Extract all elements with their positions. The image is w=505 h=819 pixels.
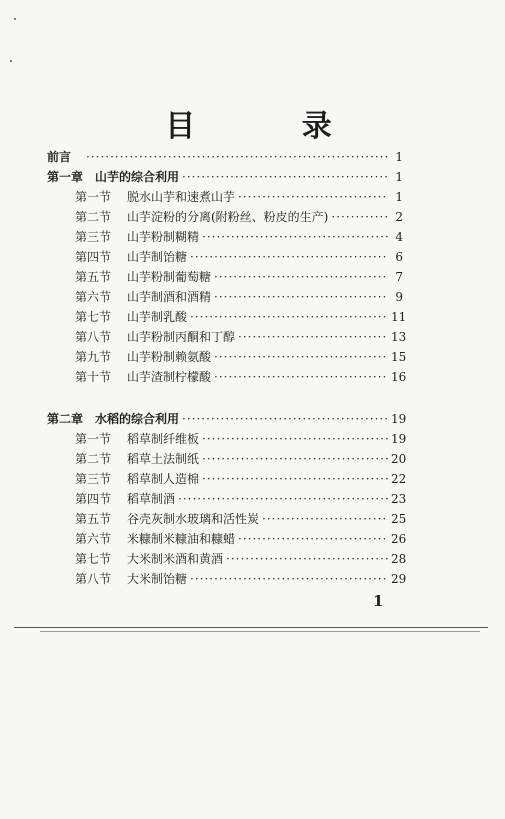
toc-title: 山芋制饴糖 bbox=[127, 250, 188, 264]
toc-label: 第八节 bbox=[75, 572, 112, 586]
toc-section bbox=[47, 549, 407, 569]
toc-label: 第六节 bbox=[75, 532, 112, 546]
dot-leader bbox=[190, 307, 388, 327]
toc-chapter-1 bbox=[47, 167, 403, 187]
toc-label: 第四节 bbox=[75, 492, 112, 506]
toc-page: 25 bbox=[391, 512, 407, 526]
toc-label: 第二节 bbox=[75, 452, 112, 466]
scan-speck bbox=[10, 60, 12, 62]
toc-preface bbox=[47, 147, 403, 167]
toc-title: 山芋制酒和酒精 bbox=[127, 290, 212, 304]
toc-page: 28 bbox=[391, 552, 407, 566]
toc-page: 9 bbox=[395, 290, 403, 304]
toc-section bbox=[47, 347, 407, 367]
toc-title: 山芋粉制丙酮和丁醇 bbox=[127, 330, 236, 344]
toc-page: 22 bbox=[391, 472, 407, 486]
scan-speck bbox=[14, 18, 16, 20]
toc-page: 4 bbox=[395, 230, 403, 244]
toc-section bbox=[47, 327, 407, 347]
toc-label: 第一节 bbox=[75, 432, 112, 446]
toc-title: 稻草土法制纸 bbox=[127, 452, 200, 466]
dot-leader bbox=[238, 187, 388, 207]
toc-page: 1 bbox=[395, 190, 403, 204]
toc-section bbox=[47, 449, 407, 469]
toc-title: 谷壳灰制水玻璃和活性炭 bbox=[127, 512, 260, 526]
toc-page: 20 bbox=[391, 452, 407, 466]
toc-label: 第二节 bbox=[75, 210, 112, 224]
toc-title: 山芋的综合利用 bbox=[95, 170, 180, 184]
table-of-contents bbox=[47, 147, 407, 589]
dot-leader bbox=[214, 287, 388, 307]
toc-section bbox=[47, 307, 407, 327]
toc-page: 29 bbox=[391, 572, 407, 586]
toc-title: 米糠制米糠油和糠蜡 bbox=[127, 532, 236, 546]
page-number: 1 bbox=[373, 592, 384, 610]
toc-page: 15 bbox=[391, 350, 407, 364]
toc-title: 山芋制乳酸 bbox=[127, 310, 188, 324]
toc-title: 山芋粉制赖氨酸 bbox=[127, 350, 212, 364]
toc-label: 第七节 bbox=[75, 552, 112, 566]
toc-label: 第七节 bbox=[75, 310, 112, 324]
dot-leader bbox=[262, 509, 388, 529]
toc-title: 大米制饴糖 bbox=[127, 572, 188, 586]
toc-label: 第三节 bbox=[75, 230, 112, 244]
toc-title: 稻草制酒 bbox=[127, 492, 176, 506]
toc-label: 第六节 bbox=[75, 290, 112, 304]
toc-title: 山芋粉制葡萄糖 bbox=[127, 270, 212, 284]
toc-page: 7 bbox=[395, 270, 403, 284]
toc-section bbox=[47, 469, 407, 489]
dot-leader bbox=[202, 429, 388, 449]
toc-label: 前言 bbox=[47, 150, 72, 164]
toc-section bbox=[47, 287, 403, 307]
dot-leader bbox=[182, 167, 388, 187]
toc-label: 第四节 bbox=[75, 250, 112, 264]
dot-leader bbox=[178, 489, 388, 509]
bottom-rule bbox=[14, 627, 488, 628]
toc-section bbox=[47, 509, 407, 529]
toc-page: 19 bbox=[391, 412, 407, 426]
toc-title: 稻草制纤维板 bbox=[127, 432, 200, 446]
dot-leader bbox=[190, 247, 388, 267]
toc-label: 第五节 bbox=[75, 270, 112, 284]
toc-label: 第三节 bbox=[75, 472, 112, 486]
toc-title: 水稻的综合利用 bbox=[95, 412, 180, 426]
toc-title: 山芋淀粉的分离(附粉丝、粉皮的生产) bbox=[127, 210, 329, 224]
toc-page: 11 bbox=[391, 310, 407, 324]
toc-page: 13 bbox=[391, 330, 407, 344]
dot-leader bbox=[182, 409, 388, 429]
toc-section bbox=[47, 429, 407, 449]
toc-label: 第八节 bbox=[75, 330, 112, 344]
dot-leader bbox=[202, 227, 388, 247]
dot-leader bbox=[214, 347, 388, 367]
toc-title: 山芋粉制糊精 bbox=[127, 230, 200, 244]
dot-leader bbox=[190, 569, 388, 589]
chapter-gap bbox=[47, 387, 403, 409]
dot-leader bbox=[214, 267, 388, 287]
toc-page: 2 bbox=[395, 210, 403, 224]
dot-leader bbox=[238, 529, 388, 549]
toc-section bbox=[47, 529, 407, 549]
dot-leader bbox=[226, 549, 388, 569]
toc-page: 6 bbox=[395, 250, 403, 264]
toc-section bbox=[47, 267, 403, 287]
toc-title: 山芋渣制柠檬酸 bbox=[127, 370, 212, 384]
toc-page: 19 bbox=[391, 432, 407, 446]
toc-title: 大米制米酒和黄酒 bbox=[127, 552, 224, 566]
toc-section bbox=[47, 207, 403, 227]
toc-page: 26 bbox=[391, 532, 407, 546]
dot-leader bbox=[202, 469, 388, 489]
toc-label: 第九节 bbox=[75, 350, 112, 364]
toc-chapter-2 bbox=[47, 409, 407, 429]
toc-page: 23 bbox=[391, 492, 407, 506]
toc-title: 稻草制人造棉 bbox=[127, 472, 200, 486]
dot-leader bbox=[238, 327, 388, 347]
toc-label: 第一章 bbox=[47, 170, 84, 184]
dot-leader bbox=[331, 207, 388, 227]
toc-label: 第二章 bbox=[47, 412, 84, 426]
toc-section bbox=[47, 247, 403, 267]
toc-page: 16 bbox=[391, 370, 407, 384]
bottom-rule-shadow bbox=[40, 631, 480, 632]
toc-section bbox=[47, 227, 403, 247]
toc-label: 第十节 bbox=[75, 370, 112, 384]
toc-page: 1 bbox=[395, 170, 403, 184]
toc-section bbox=[47, 367, 407, 387]
toc-label: 第五节 bbox=[75, 512, 112, 526]
page-title: 目 录 bbox=[165, 109, 380, 144]
dot-leader bbox=[86, 147, 388, 167]
dot-leader bbox=[202, 449, 388, 469]
toc-section bbox=[47, 187, 403, 207]
dot-leader bbox=[214, 367, 388, 387]
toc-page: 1 bbox=[395, 150, 403, 164]
toc-section bbox=[47, 569, 407, 589]
toc-section bbox=[47, 489, 407, 509]
toc-label: 第一节 bbox=[75, 190, 112, 204]
toc-title: 脱水山芋和速煮山芋 bbox=[127, 190, 236, 204]
